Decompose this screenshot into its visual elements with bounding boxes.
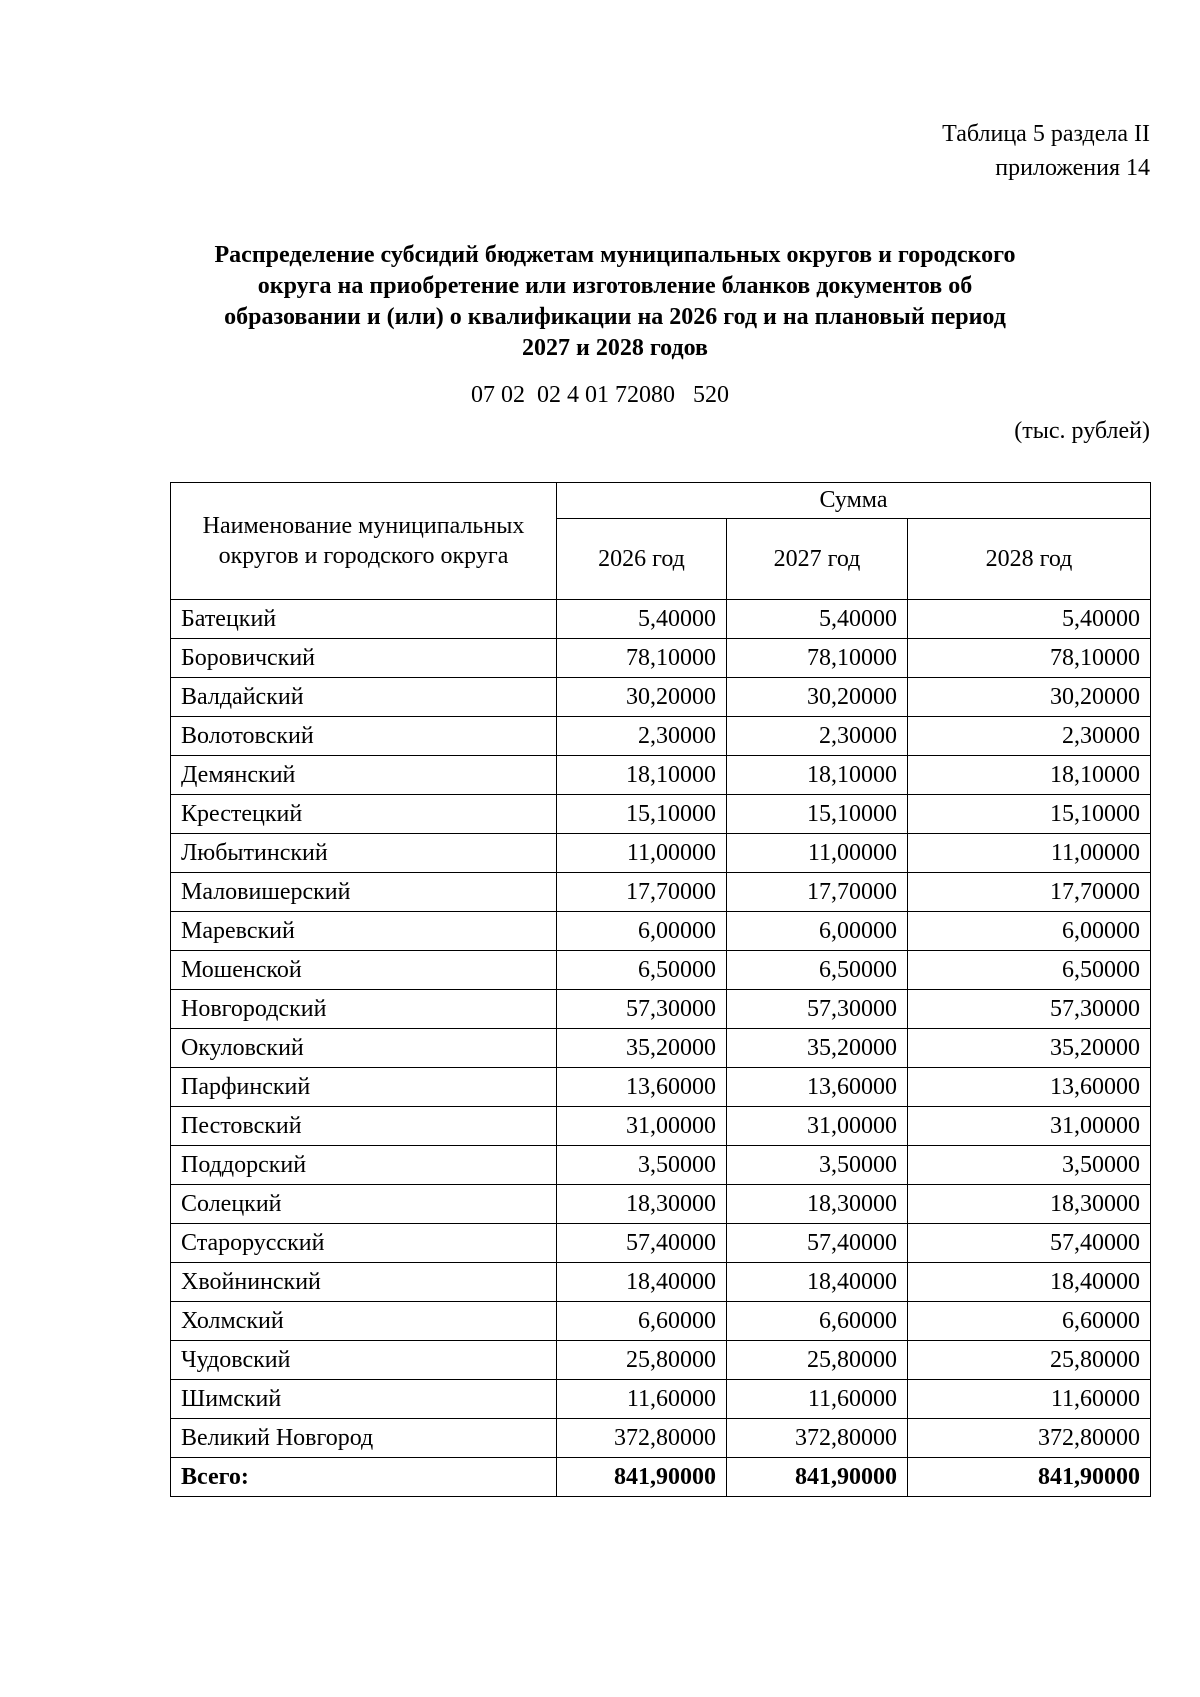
appendix-line-annex: приложения 14 [995, 155, 1150, 181]
table-row [171, 1380, 1151, 1419]
amount-2028-cell: 6,60000 [908, 1302, 1151, 1341]
amount-2026-cell: 25,80000 [557, 1341, 727, 1380]
amount-2028-cell: 11,60000 [908, 1380, 1151, 1419]
amount-2028-cell: 6,50000 [908, 951, 1151, 990]
amount-2027-cell: 11,00000 [727, 834, 908, 873]
amount-2028-cell: 57,40000 [908, 1224, 1151, 1263]
amount-2026-cell: 6,60000 [557, 1302, 727, 1341]
header-municipality-name: Наименование муниципальных округов и городского округа [171, 483, 557, 600]
amount-2027-cell: 11,60000 [727, 1380, 908, 1419]
table-row [171, 1224, 1151, 1263]
amount-2027-cell: 841,90000 [727, 1458, 908, 1497]
amount-2027-cell: 57,40000 [727, 1224, 908, 1263]
amount-2026-cell: 13,60000 [557, 1068, 727, 1107]
amount-2028-cell: 15,10000 [908, 795, 1151, 834]
table-row [171, 1302, 1151, 1341]
municipality-name-cell: Солецкий [171, 1185, 557, 1224]
table-row [171, 834, 1151, 873]
municipality-name-cell: Хвойнинский [171, 1263, 557, 1302]
municipality-name-cell: Крестецкий [171, 795, 557, 834]
amount-2026-cell: 3,50000 [557, 1146, 727, 1185]
amount-2026-cell: 18,10000 [557, 756, 727, 795]
table-body [171, 600, 1151, 1497]
amount-2026-cell: 17,70000 [557, 873, 727, 912]
title-line: 2027 и 2028 годов [522, 335, 708, 361]
municipality-name-cell: Чудовский [171, 1341, 557, 1380]
municipality-name-cell: Любытинский [171, 834, 557, 873]
municipality-name-cell: Валдайский [171, 678, 557, 717]
amount-2027-cell: 25,80000 [727, 1341, 908, 1380]
table-row [171, 1068, 1151, 1107]
table-row [171, 1107, 1151, 1146]
municipality-name-cell: Холмский [171, 1302, 557, 1341]
amount-2028-cell: 3,50000 [908, 1146, 1151, 1185]
table-header [171, 483, 1151, 600]
amount-2027-cell: 31,00000 [727, 1107, 908, 1146]
header-year-2027: 2027 год [727, 519, 908, 600]
amount-2026-cell: 18,40000 [557, 1263, 727, 1302]
table-row [171, 990, 1151, 1029]
amount-2027-cell: 13,60000 [727, 1068, 908, 1107]
table-row [171, 1341, 1151, 1380]
amount-2027-cell: 78,10000 [727, 639, 908, 678]
amount-2027-cell: 30,20000 [727, 678, 908, 717]
amount-2027-cell: 35,20000 [727, 1029, 908, 1068]
amount-2028-cell: 6,00000 [908, 912, 1151, 951]
amount-2026-cell: 35,20000 [557, 1029, 727, 1068]
amount-2027-cell: 18,40000 [727, 1263, 908, 1302]
table-row [171, 717, 1151, 756]
table-row [171, 951, 1151, 990]
table-row [171, 600, 1151, 639]
amount-2028-cell: 841,90000 [908, 1458, 1151, 1497]
amount-2026-cell: 15,10000 [557, 795, 727, 834]
amount-2028-cell: 57,30000 [908, 990, 1151, 1029]
amount-2026-cell: 841,90000 [557, 1458, 727, 1497]
amount-2026-cell: 11,00000 [557, 834, 727, 873]
amount-2027-cell: 6,00000 [727, 912, 908, 951]
amount-2028-cell: 35,20000 [908, 1029, 1151, 1068]
title-line: округа на приобретение или изготовление бланков документов об [257, 273, 973, 299]
appendix-line-table: Таблица 5 раздела II [942, 121, 1150, 147]
amount-2027-cell: 18,10000 [727, 756, 908, 795]
municipality-name-cell: Пестовский [171, 1107, 557, 1146]
amount-2027-cell: 17,70000 [727, 873, 908, 912]
amount-2027-cell: 3,50000 [727, 1146, 908, 1185]
table-row [171, 795, 1151, 834]
amount-2026-cell: 78,10000 [557, 639, 727, 678]
amount-2027-cell: 15,10000 [727, 795, 908, 834]
total-row [171, 1458, 1151, 1497]
budget-classification-code: 07 02 02 4 01 72080 520 [471, 382, 729, 408]
table-row [171, 873, 1151, 912]
subsidy-table [170, 482, 1151, 1497]
amount-2026-cell: 5,40000 [557, 600, 727, 639]
header-sum: Сумма [557, 483, 1151, 519]
amount-2027-cell: 18,30000 [727, 1185, 908, 1224]
municipality-name-cell: Парфинский [171, 1068, 557, 1107]
table-row [171, 678, 1151, 717]
amount-2026-cell: 6,50000 [557, 951, 727, 990]
amount-2026-cell: 2,30000 [557, 717, 727, 756]
title-line: Распределение субсидий бюджетам муниципальных округов и городского [214, 242, 1016, 268]
table-row [171, 912, 1151, 951]
header-year-2028: 2028 год [908, 519, 1151, 600]
table-row [171, 1419, 1151, 1458]
amount-2028-cell: 5,40000 [908, 600, 1151, 639]
municipality-name-cell: Новгородский [171, 990, 557, 1029]
municipality-name-cell: Поддорский [171, 1146, 557, 1185]
amount-2028-cell: 30,20000 [908, 678, 1151, 717]
amount-2027-cell: 6,50000 [727, 951, 908, 990]
amount-2028-cell: 372,80000 [908, 1419, 1151, 1458]
amount-2027-cell: 57,30000 [727, 990, 908, 1029]
header-year-2026: 2026 год [557, 519, 727, 600]
amount-2028-cell: 78,10000 [908, 639, 1151, 678]
amount-2028-cell: 11,00000 [908, 834, 1151, 873]
amount-2028-cell: 31,00000 [908, 1107, 1151, 1146]
table-row [171, 1029, 1151, 1068]
amount-2026-cell: 57,40000 [557, 1224, 727, 1263]
table-row [171, 1185, 1151, 1224]
amount-2028-cell: 2,30000 [908, 717, 1151, 756]
table-row [171, 756, 1151, 795]
amount-2026-cell: 11,60000 [557, 1380, 727, 1419]
municipality-name-cell: Шимский [171, 1380, 557, 1419]
amount-2026-cell: 372,80000 [557, 1419, 727, 1458]
municipality-name-cell: Батецкий [171, 600, 557, 639]
title-line: образовании и (или) о квалификации на 2026 год и на плановый период [224, 304, 1006, 330]
appendix-reference [650, 117, 1150, 185]
municipality-name-cell: Демянский [171, 756, 557, 795]
municipality-name-cell: Маревский [171, 912, 557, 951]
amount-2026-cell: 6,00000 [557, 912, 727, 951]
amount-2028-cell: 18,30000 [908, 1185, 1151, 1224]
amount-2026-cell: 30,20000 [557, 678, 727, 717]
units-label: (тыс. рублей) [1014, 418, 1150, 444]
table-row [171, 639, 1151, 678]
table-row [171, 1263, 1151, 1302]
municipality-name-cell: Великий Новгород [171, 1419, 557, 1458]
amount-2028-cell: 18,10000 [908, 756, 1151, 795]
amount-2028-cell: 17,70000 [908, 873, 1151, 912]
document-title [130, 240, 1100, 364]
amount-2026-cell: 18,30000 [557, 1185, 727, 1224]
municipality-name-cell: Всего: [171, 1458, 557, 1497]
municipality-name-cell: Маловишерский [171, 873, 557, 912]
municipality-name-cell: Мошенской [171, 951, 557, 990]
amount-2028-cell: 13,60000 [908, 1068, 1151, 1107]
amount-2026-cell: 57,30000 [557, 990, 727, 1029]
amount-2027-cell: 2,30000 [727, 717, 908, 756]
municipality-name-cell: Волотовский [171, 717, 557, 756]
amount-2028-cell: 25,80000 [908, 1341, 1151, 1380]
table-row [171, 1146, 1151, 1185]
amount-2028-cell: 18,40000 [908, 1263, 1151, 1302]
amount-2027-cell: 372,80000 [727, 1419, 908, 1458]
municipality-name-cell: Старорусский [171, 1224, 557, 1263]
amount-2027-cell: 6,60000 [727, 1302, 908, 1341]
amount-2026-cell: 31,00000 [557, 1107, 727, 1146]
municipality-name-cell: Окуловский [171, 1029, 557, 1068]
municipality-name-cell: Боровичский [171, 639, 557, 678]
amount-2027-cell: 5,40000 [727, 600, 908, 639]
